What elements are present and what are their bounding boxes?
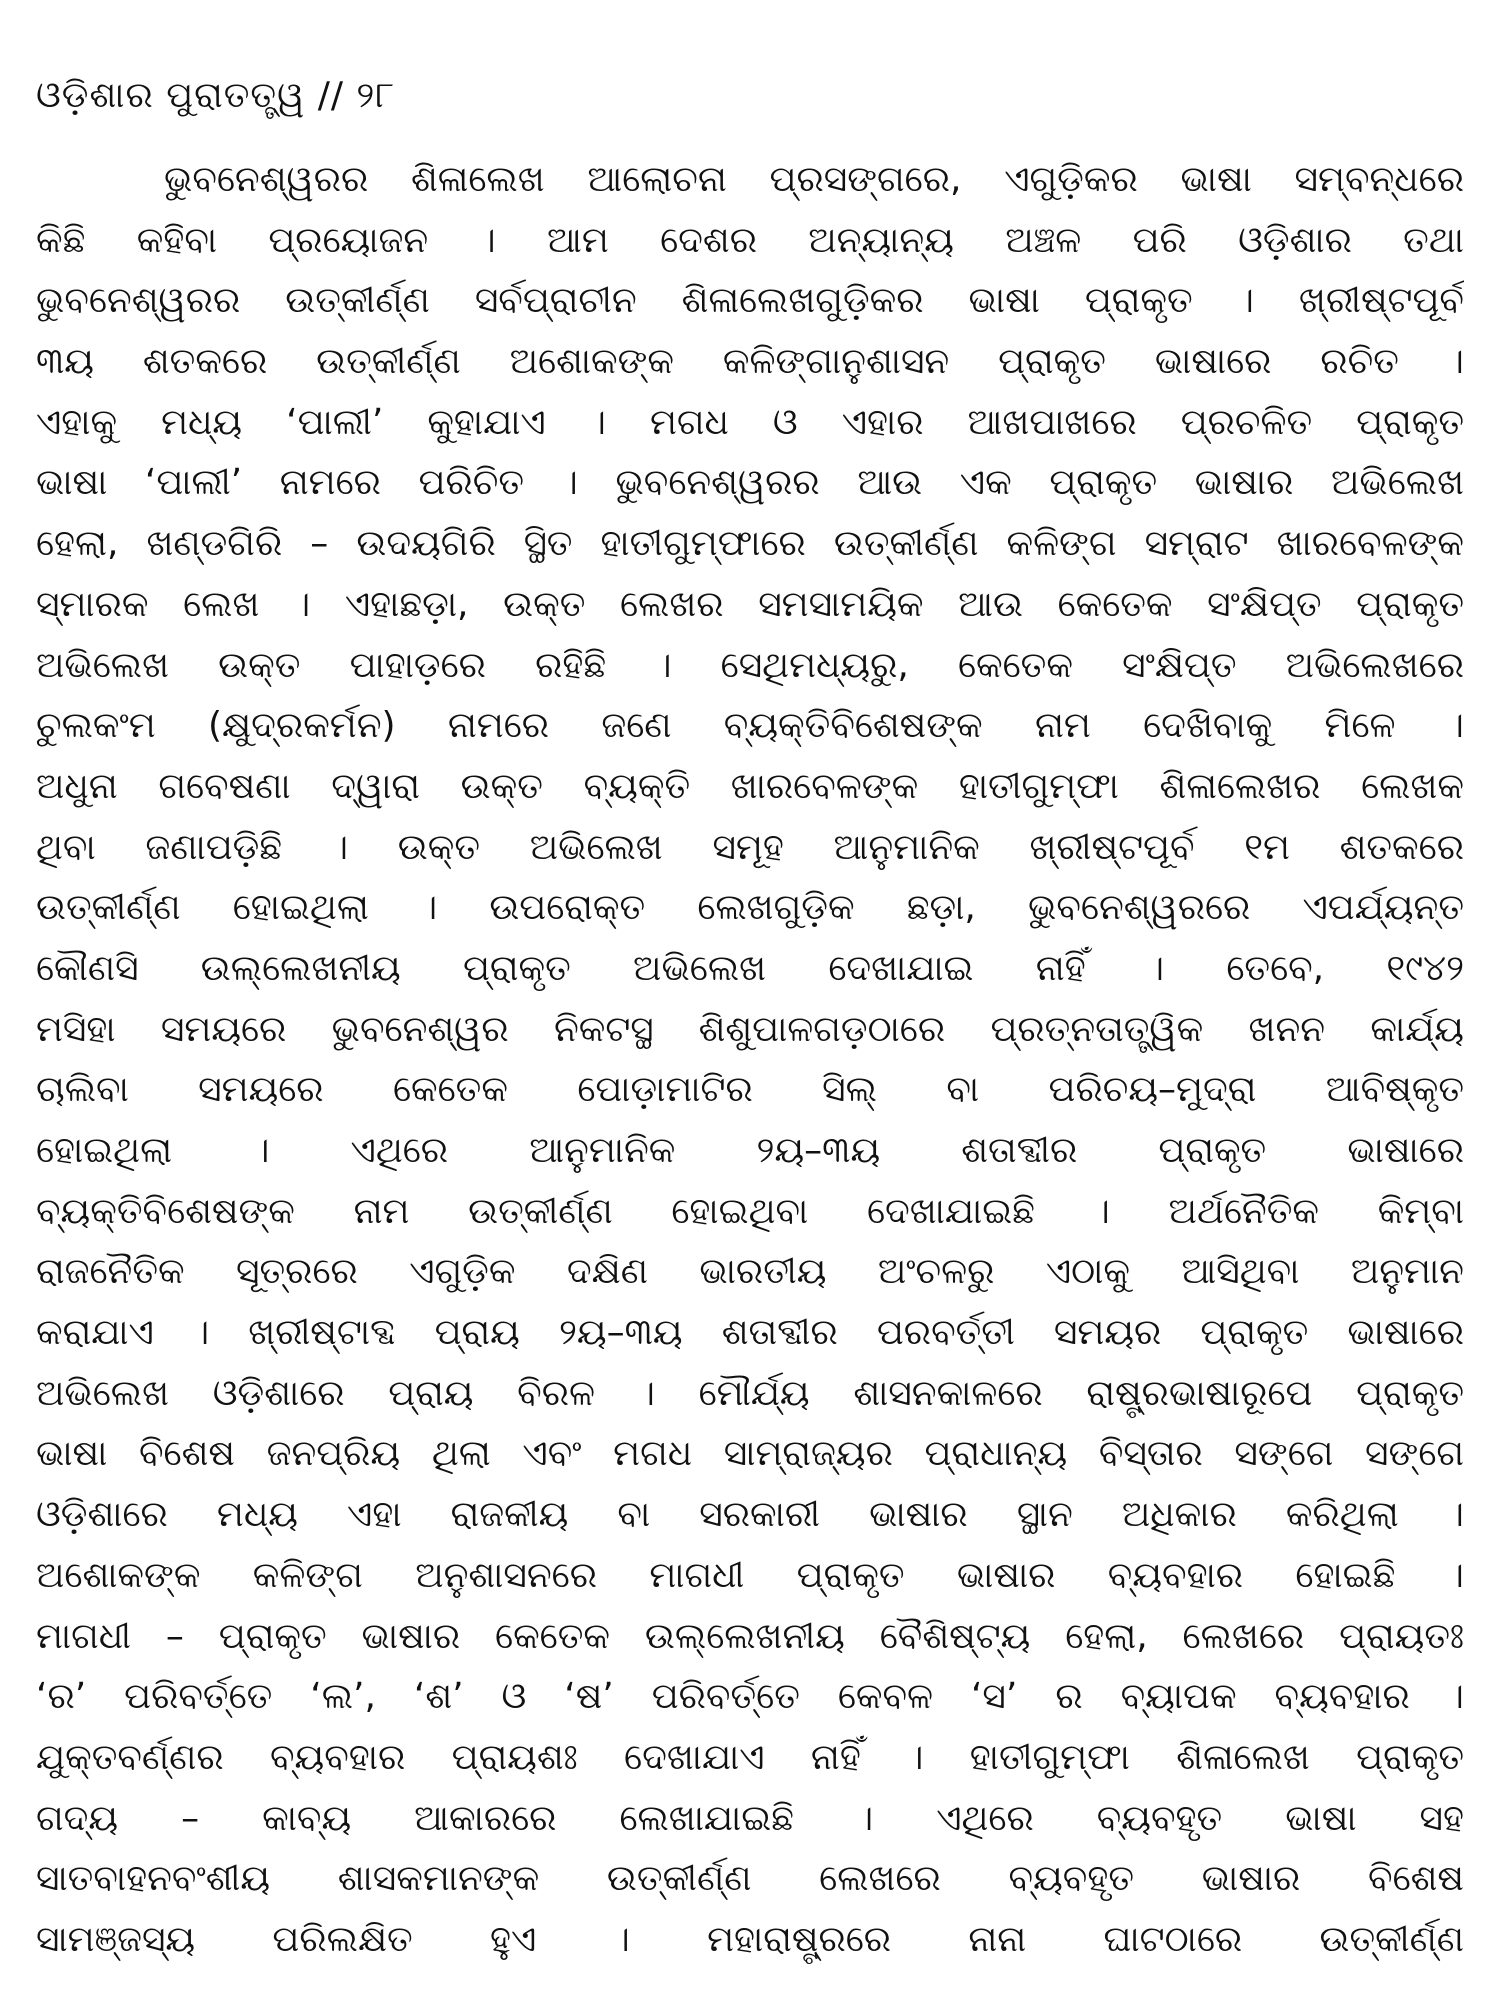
text-line: ସ୍ମାରକ ଲେଖ । ଏହାଛଡ଼ା, ଉକ୍ତ ଲେଖର ସମସାମୟିକ ଆଉ କେତେକ ସଂକ୍ଷିପ୍ତ ପ୍ରାକୃତ xyxy=(36,583,1464,625)
text-line: ଭାଷା ‘ପାଲୀ’ ନାମରେ ପରିଚିତ । ଭୁବନେଶ୍ୱରର ଆଉ ଏକ ପ୍ରାକୃତ ଭାଷାର ଅଭିଲେଖ xyxy=(36,462,1464,504)
text-line: ମାଗଧୀ – ପ୍ରାକୃତ ଭାଷାର କେତେକ ଉଲ୍ଲେଖନୀୟ ବୈଶିଷ୍ଟ୍ୟ ହେଲା, ଲେଖରେ ପ୍ରାୟତଃ xyxy=(36,1615,1464,1657)
text-line: ଓଡ଼ିଶାରେ ମଧ୍ୟ ଏହା ରାଜକୀୟ ବା ସରକାରୀ ଭାଷାର ସ୍ଥାନ ଅଧିକାର କରିଥିଲା । xyxy=(36,1494,1464,1536)
text-line: ଯୁକ୍ତବର୍ଣ୍ଣର ବ୍ୟବହାର ପ୍ରାୟଶଃ ଦେଖାଯାଏ ନାହିଁ । ହାତୀଗୁମ୍ଫା ଶିଳାଲେଖ ପ୍ରାକୃତ xyxy=(36,1736,1464,1778)
text-line: ଅଧୁନା ଗବେଷଣା ଦ୍ୱାରା ଉକ୍ତ ବ୍ୟକ୍ତି ଖାରବେଳଙ୍କ ହାତୀଗୁମ୍ଫା ଶିଳାଲେଖର ଲେଖକ xyxy=(36,765,1464,807)
text-line: ଥିବା ଜଣାପଡ଼ିଛି । ଉକ୍ତ ଅଭିଲେଖ ସମୂହ ଆନୁମାନିକ ଖ୍ରୀଷ୍ଟପୂର୍ବ ୧ମ ଶତକରେ xyxy=(36,826,1464,868)
text-line: ଭୁବନେଶ୍ୱରର ଉତ୍‌କୀର୍ଣ୍ଣ ସର୍ବପ୍ରାଚୀନ ଶିଳାଲେଖଗୁଡ଼ିକର ଭାଷା ପ୍ରାକୃତ । ଖ୍ରୀଷ୍ଟପୂର୍ବ xyxy=(36,280,1464,322)
text-line: ହୋଇଥିଲା । ଏଥିରେ ଆନୁମାନିକ ୨ୟ–୩ୟ ଶତାବ୍ଦୀର ପ୍ରାକୃତ ଭାଷାରେ xyxy=(36,1130,1464,1171)
text-line: ଭାଷା ବିଶେଷ ଜନପ୍ରିୟ ଥିଲା ଏବଂ ମଗଧ ସାମ୍ରାଜ୍ୟର ପ୍ରାଧାନ୍ୟ ବିସ୍ତାର ସଙ୍ଗେ ସଙ୍ଗେ xyxy=(36,1433,1464,1475)
text-line: ଅଭିଲେଖ ଉକ୍ତ ପାହାଡ଼ରେ ରହିଛି । ସେଥିମଧ୍ୟରୁ, କେତେକ ସଂକ୍ଷିପ୍ତ ଅଭିଲେଖରେ xyxy=(36,644,1464,686)
text-line: କରାଯାଏ । ଖ୍ରୀଷ୍ଟାବ୍ଦ ପ୍ରାୟ ୨ୟ–୩ୟ ଶତାବ୍ଦୀର ପରବର୍ତ୍ତୀ ସମୟର ପ୍ରାକୃତ ଭାଷାରେ xyxy=(36,1312,1464,1354)
text-line: ସାମଞ୍ଜସ୍ୟ ପରିଲକ୍ଷିତ ହୁଏ । ମହାରାଷ୍ଟ୍ରରେ ନାନା ଘାଟଠାରେ ଉତ୍‌କୀର୍ଣ୍ଣ xyxy=(36,1918,1464,1960)
text-line: ଗଦ୍ୟ – କାବ୍ୟ ଆକାରରେ ଲେଖାଯାଇଛି । ଏଥିରେ ବ୍ୟବହୃତ ଭାଷା ସହ xyxy=(36,1797,1464,1839)
text-line: ରାଜନୈତିକ ସୂତ୍ରରେ ଏଗୁଡ଼ିକ ଦକ୍ଷିଣ ଭାରତୀୟ ଅଂଚଳରୁ ଏଠାକୁ ଆସିଥିବା ଅନୁମାନ xyxy=(36,1251,1464,1293)
text-line: କୌଣସି ଉଲ୍ଲେଖନୀୟ ପ୍ରାକୃତ ଅଭିଲେଖ ଦେଖାଯାଇ ନାହିଁ । ତେବେ, ୧୯୪୨ xyxy=(36,947,1464,989)
text-line: ଚୁଲକଂମ (କ୍ଷୁଦ୍ରକର୍ମନ) ନାମରେ ଜଣେ ବ୍ୟକ୍ତିବିଶେଷଙ୍କ ନାମ ଦେଖିବାକୁ ମିଳେ । xyxy=(36,705,1464,747)
text-line: ସାତବାହନବଂଶୀୟ ଶାସକମାନଙ୍କ ଉତ୍‌କୀର୍ଣ୍ଣ ଲେଖରେ ବ୍ୟବହୃତ ଭାଷାର ବିଶେଷ xyxy=(36,1858,1464,1900)
text-line: କିଛି କହିବା ପ୍ରୟୋଜନ । ଆମ ଦେଶର ଅନ୍ୟାନ୍ୟ ଅଞ୍ଚଳ ପରି ଓଡ଼ିଶାର ତଥା xyxy=(36,219,1464,261)
text-line: ‘ର’ ପରିବର୍ତ୍ତେ ‘ଲ’, ‘ଶ’ ଓ ‘ଷ’ ପରିବର୍ତ୍ତେ କେବଳ ‘ସ’ ର ବ୍ୟାପକ ବ୍ୟବହାର । xyxy=(36,1676,1464,1718)
body-paragraph xyxy=(36,150,1464,1971)
text-line: ବ୍ୟକ୍ତିବିଶେଷଙ୍କ ନାମ ଉତ୍‌କୀର୍ଣ୍ଣ ହୋଇଥିବା ଦେଖାଯାଇଛି । ଅର୍ଥନୈତିକ କିମ୍ବା xyxy=(36,1190,1464,1232)
text-line: ୩ୟ ଶତକରେ ଉତ୍‌କୀର୍ଣ୍ଣ ଅଶୋକଙ୍କ କଳିଙ୍ଗାନୁଶାସନ ପ୍ରାକୃତ ଭାଷାରେ ରଚିତ । xyxy=(36,341,1464,383)
text-line: ହେଲା, ଖଣ୍ଡଗିରି – ଉଦୟଗିରି ସ୍ଥିତ ହାତୀଗୁମ୍ଫାରେ ଉତ୍‌କୀର୍ଣ୍ଣ କଳିଙ୍ଗ ସମ୍ରାଟ ଖାରବେଳଙ୍କ xyxy=(36,523,1464,565)
running-header: ଓଡ଼ିଶାର ପୁରାତତ୍ତ୍ୱ // ୨୮ xyxy=(36,75,396,116)
text-line: ଭୁବନେଶ୍ୱରର ଶିଳାଲେଖ ଆଲୋଚନା ପ୍ରସଙ୍ଗରେ, ଏଗୁଡ଼ିକର ଭାଷା ସମ୍ବନ୍ଧରେ xyxy=(164,159,1464,200)
text-line: ଉତ୍‌କୀର୍ଣ୍ଣ ହୋଇଥିଲା । ଉପରୋକ୍ତ ଲେଖଗୁଡ଼ିକ ଛଡ଼ା, ଭୁବନେଶ୍ୱରରେ ଏପର୍ଯ୍ୟନ୍ତ xyxy=(36,887,1464,929)
text-line: ଏହାକୁ ମଧ୍ୟ ‘ପାଲୀ’ କୁହାଯାଏ । ମଗଧ ଓ ଏହାର ଆଖପାଖରେ ପ୍ରଚଳିତ ପ୍ରାକୃତ xyxy=(36,401,1464,443)
text-line: ଚାଲିବା ସମୟରେ କେତେକ ପୋଡ଼ାମାଟିର ସିଲ୍ ବା ପରିଚୟ–ମୁଦ୍ରା ଆବିଷ୍କୃତ xyxy=(36,1069,1464,1111)
text-line: ଅଭିଲେଖ ଓଡ଼ିଶାରେ ପ୍ରାୟ ବିରଳ । ମୌର୍ଯ୍ୟ ଶାସନକାଳରେ ରାଷ୍ଟ୍ରଭାଷାରୂପେ ପ୍ରାକୃତ xyxy=(36,1372,1464,1414)
text-line: ଅଶୋକଙ୍କ କଳିଙ୍ଗ ଅନୁଶାସନରେ ମାଗଧୀ ପ୍ରାକୃତ ଭାଷାର ବ୍ୟବହାର ହୋଇଛି । xyxy=(36,1554,1464,1596)
text-line: ମସିହା ସମୟରେ ଭୁବନେଶ୍ୱର ନିକଟସ୍ଥ ଶିଶୁପାଳଗଡ଼ଠାରେ ପ୍ରତ୍ନତାତ୍ତ୍ୱିକ ଖନନ କାର୍ଯ୍ୟ xyxy=(36,1008,1464,1050)
